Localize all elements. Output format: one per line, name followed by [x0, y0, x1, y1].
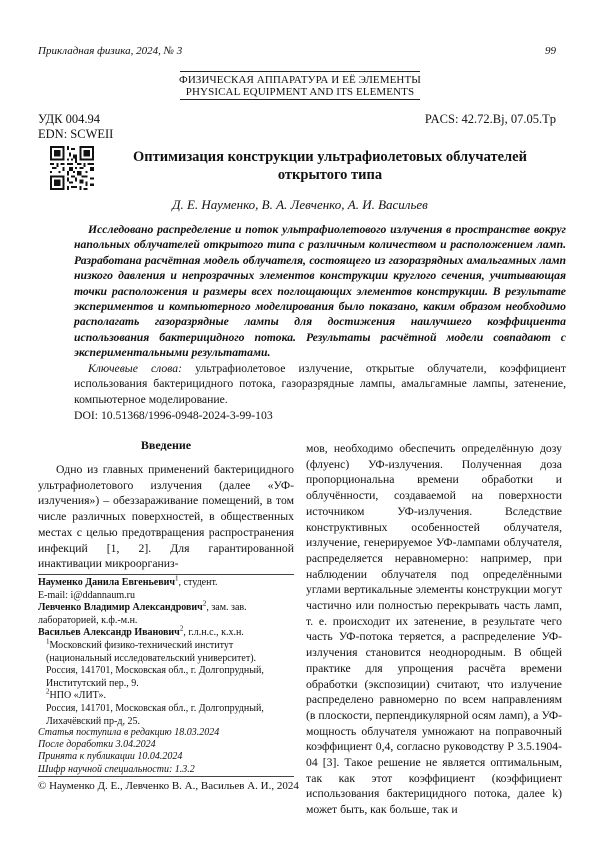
author-3-role: , г.л.н.с., к.х.н.	[183, 627, 244, 639]
affiliation-1-name: Московский физико-технический институт (национальный исследовательский университет).	[46, 639, 257, 664]
affiliation-1-sup: 1	[46, 637, 50, 646]
author-2-role: , зам. зав. лабораторией, к.ф.-м.н.	[38, 602, 247, 626]
affiliation-1	[38, 637, 294, 665]
section-title-en: PHYSICAL EQUIPMENT AND ITS ELEMENTS	[185, 86, 415, 98]
article-title-line1: Оптимизация конструкции ультрафиолетовых облучателей	[133, 149, 527, 165]
date-revised: После доработки 3.04.2024	[38, 739, 156, 751]
section-title-ru: ФИЗИЧЕСКАЯ АППАРАТУРА И ЕЁ ЭЛЕМЕНТЫ	[179, 74, 421, 86]
affiliation-2-address: Россия, 141701, Московская обл., г. Долгопрудный, Лихачёвский пр-д, 25.	[46, 702, 264, 727]
abstract	[74, 222, 566, 361]
footnote-author-2	[38, 599, 294, 627]
abstract-text: Исследовано распределение и поток ультрафиолетового излучения в пространстве вокруг напольных облучателей открытого типа с различным количеством и расположением ламп. Разработана расчётная модель облучателя, состоящего из газоразрядных амальгамных ламп низкого давления и непрозрачных элементов конструкции круглого сечения, учитывающая точки расположения и размеры всех поглощающих элементов конструкции. В результате экспериментов и компьютерного моделирования было показано, каким образом необходимо располагать газоразрядные лампы для достижения наилучшего коэффициента использования бактерицидного потока. Результаты расчётной модели совпадают с экспериментальными результатами.	[74, 223, 566, 360]
author-1-name: Науменко Данила Евгеньевич	[38, 577, 176, 588]
page-number: 99	[545, 45, 556, 57]
intro-paragraph-1-continued: мов, необходимо обеспечить определённую дозу (флуенс) УФ-излучения. Полученная доза пропорциональна времени обработки и облучённости, создаваемой на поверхности источником УФ-излучения. Вследствие конструктивных особенностей облучателя, излучение, генерируемое УФ-лампами облучателя, распределяется неравномерно: например, при наблюдении облучателя под определёнными углами вертикальные элементы конструкции могут частично или полностью перекрывать часть ламп, т. е. происходит их затенение, в результате чего часть УФ-потока теряется, а распределение УФ-излучения становится неоднородным. В общей практике для упрощения расчёта времени обработки (экспозиции) считают, что излучение распределено равномерно по всем направлениям (в плоскости, перпендикулярной осям ламп), а УФ-мощность облучателя умножают на поправочный коэффициент 0,4, согласно руководству Р 3.5.1904-04 [3]. Такое решение не является оптимальным, так как этот коэффициент (коэффициент использования бактерицидного потока, далее k) может быть, как больше, так и	[306, 442, 562, 817]
copyright: © Науменко Д. Е., Левченко В. А., Васильев А. И., 2024	[38, 780, 299, 792]
author-1-sup: 1	[175, 574, 179, 583]
article-title-line2: открытого типа	[277, 167, 383, 183]
author-footnotes	[38, 574, 294, 728]
author-1-email: E-mail: i@ddannaum.ru	[38, 589, 135, 601]
article-title	[100, 148, 560, 184]
intro-paragraph-1: Одно из главных применений бактерицидного ультрафиолетового излучения (далее «УФ-излучения») – обеззараживание помещений, в том числе различных поверхностей, в общественных местах с целью предотвращения распространения инфекций [1, 2]. Для гарантированной инактивации микроорганиз-	[38, 463, 294, 571]
article-dates	[38, 727, 294, 776]
footnote-author-3	[38, 627, 294, 640]
footnote-rule	[38, 574, 294, 575]
section-rule-bottom	[180, 99, 420, 100]
footnote-author-1	[38, 574, 294, 590]
section-heading-introduction: Введение	[140, 438, 192, 452]
affiliation-2	[38, 690, 294, 703]
author-list: Д. Е. Науменко, В. А. Левченко, А. И. Васильев	[172, 197, 428, 212]
section-banner	[0, 74, 600, 98]
specialty-code: Шифр научной специальности: 1.3.2	[38, 763, 195, 775]
affiliation-2-name: НПО «ЛИТ».	[49, 690, 107, 702]
author-3-sup: 2	[179, 625, 184, 634]
doi: DOI: 10.51368/1996-0948-2024-3-99-103	[74, 409, 273, 422]
journal-running-title: Прикладная физика, 2024, № 3	[38, 45, 183, 57]
author-1-role: , студент.	[178, 577, 218, 588]
date-accepted: Принята к публикации 10.04.2024	[38, 751, 183, 763]
udk-code: УДК 004.94	[38, 112, 100, 126]
author-2-sup: 2	[202, 599, 207, 608]
keywords	[74, 361, 566, 407]
body-column-right	[306, 441, 562, 818]
keywords-label: Ключевые слова:	[88, 362, 182, 375]
author-3-name: Васильев Александр Иванович	[38, 627, 180, 639]
affiliation-2-sup: 2	[46, 688, 50, 697]
pacs-code: PACS: 42.72.Bj, 07.05.Tp	[424, 112, 556, 126]
keywords-text: ультрафиолетовое излучение, открытые облучатели, коэффициент использования бактерицидного потока, газоразрядные лампы, амальгамные лампы, затенение, компьютерное моделирование.	[74, 362, 567, 406]
body-column-left	[38, 462, 294, 572]
section-rule-top	[180, 71, 420, 72]
author-2-name: Левченко Владимир Александрович	[38, 602, 203, 614]
affiliation-1-address: Россия, 141701, Московская обл., г. Долгопрудный, Институтский пер., 9.	[46, 665, 264, 689]
copyright-rule	[38, 776, 294, 777]
date-received: Статья поступила в редакцию 18.03.2024	[38, 727, 220, 738]
edn-code: EDN: SCWEII	[38, 127, 114, 141]
qr-code-icon	[50, 146, 94, 190]
